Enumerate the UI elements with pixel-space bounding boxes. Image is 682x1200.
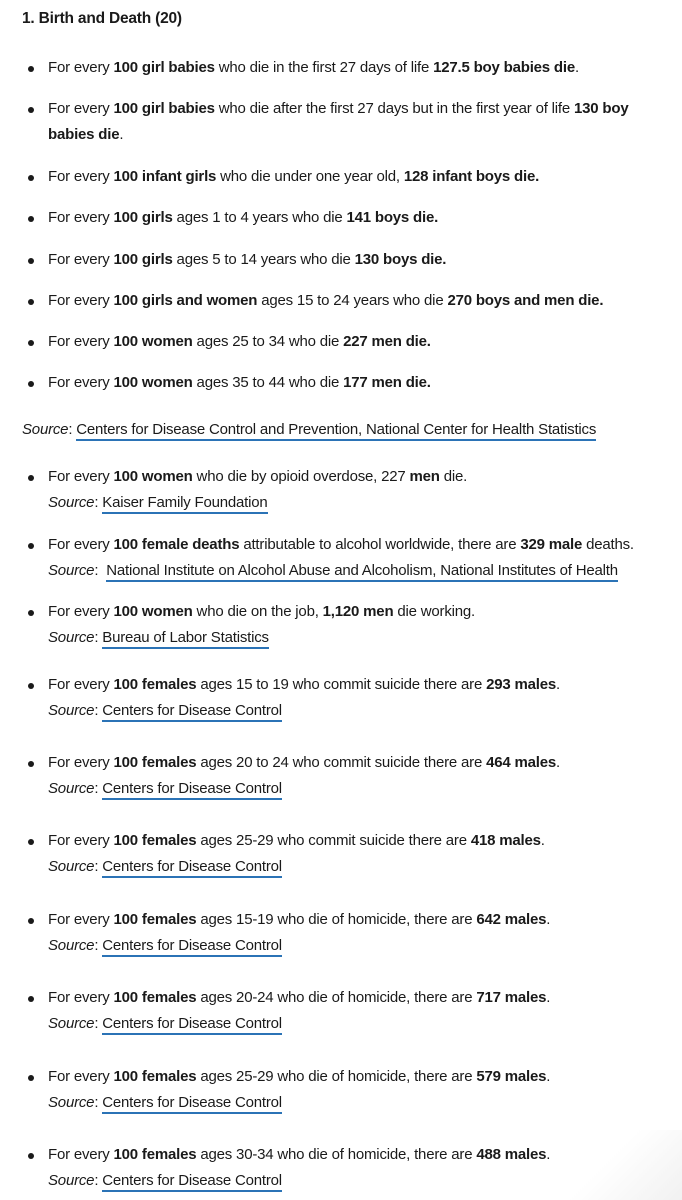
list-item: For every 100 females ages 20 to 24 who commit suicide there are 464 males. Source: Centers for Disease Control xyxy=(48,750,672,802)
source-link[interactable]: Centers for Disease Control xyxy=(102,1094,282,1114)
source-link[interactable]: Centers for Disease Control xyxy=(102,1015,282,1035)
list-item: For every 100 women ages 35 to 44 who die 177 men die. xyxy=(48,370,672,396)
source-label: Source xyxy=(48,562,95,579)
source-label: Source xyxy=(48,780,95,797)
source-label: Source xyxy=(48,1015,95,1032)
source-label: Source xyxy=(48,1172,95,1189)
source-label: Source xyxy=(48,629,95,646)
source-link[interactable]: Centers for Disease Control xyxy=(102,780,282,800)
list-item: For every 100 women ages 25 to 34 who die 227 men die. xyxy=(48,329,672,355)
source-link[interactable]: Centers for Disease Control xyxy=(102,937,282,957)
source-label: Source xyxy=(48,702,95,719)
source-link[interactable]: Centers for Disease Control and Prevention, National Center for Health Statistics xyxy=(76,421,596,441)
source-link[interactable]: Bureau of Labor Statistics xyxy=(102,629,269,649)
source-link[interactable]: National Institute on Alcohol Abuse and Alcoholism, National Institutes of Health xyxy=(106,562,618,582)
list-item: For every 100 girls ages 5 to 14 years who die 130 boys die. xyxy=(48,247,672,273)
source-link[interactable]: Kaiser Family Foundation xyxy=(102,494,267,514)
list-item: For every 100 females ages 30-34 who die of homicide, there are 488 males. Source: Centers for Disease Control xyxy=(48,1142,672,1194)
section-heading: 1. Birth and Death (20) xyxy=(22,10,182,27)
list-item: For every 100 infant girls who die under one year old, 128 infant boys die. xyxy=(48,164,672,190)
source-label: Source xyxy=(48,1094,95,1111)
list-item: For every 100 girls ages 1 to 4 years who die 141 boys die. xyxy=(48,205,672,231)
page-corner-shadow xyxy=(562,1130,682,1200)
source-line: Source: Centers for Disease Control and Prevention, National Center for Health Statistics xyxy=(22,417,596,443)
list-item: For every 100 females ages 15-19 who die of homicide, there are 642 males. Source: Centers for Disease Control xyxy=(48,907,672,959)
source-link[interactable]: Centers for Disease Control xyxy=(102,702,282,722)
list-item: For every 100 girl babies who die in the first 27 days of life 127.5 boy babies die. xyxy=(48,55,672,81)
source-link[interactable]: Centers for Disease Control xyxy=(102,858,282,878)
list-item: For every 100 women who die on the job, 1,120 men die working. Source: Bureau of Labor Statistics xyxy=(48,599,672,651)
list-item: For every 100 girls and women ages 15 to 24 years who die 270 boys and men die. xyxy=(48,288,672,314)
source-label: Source xyxy=(22,421,69,438)
list-item: For every 100 girl babies who die after the first 27 days but in the first year of life 130 boy babies die. xyxy=(48,96,672,148)
list-item: For every 100 women who die by opioid overdose, 227 men die. Source: Kaiser Family Foundation xyxy=(48,464,672,516)
list-item: For every 100 females ages 25-29 who commit suicide there are 418 males. Source: Centers for Disease Control xyxy=(48,828,672,880)
source-link[interactable]: Centers for Disease Control xyxy=(102,1172,282,1192)
list-item: For every 100 females ages 15 to 19 who commit suicide there are 293 males. Source: Centers for Disease Control xyxy=(48,672,672,724)
source-label: Source xyxy=(48,494,95,511)
list-item: For every 100 females ages 25-29 who die of homicide, there are 579 males. Source: Centers for Disease Control xyxy=(48,1064,672,1116)
list-item: For every 100 female deaths attributable to alcohol worldwide, there are 329 male deaths. Source: National Institute on Alcohol Abuse and Alcoholism, National Institutes of Health xyxy=(48,532,672,584)
source-label: Source xyxy=(48,858,95,875)
source-label: Source xyxy=(48,937,95,954)
list-item: For every 100 females ages 20-24 who die of homicide, there are 717 males. Source: Centers for Disease Control xyxy=(48,985,672,1037)
